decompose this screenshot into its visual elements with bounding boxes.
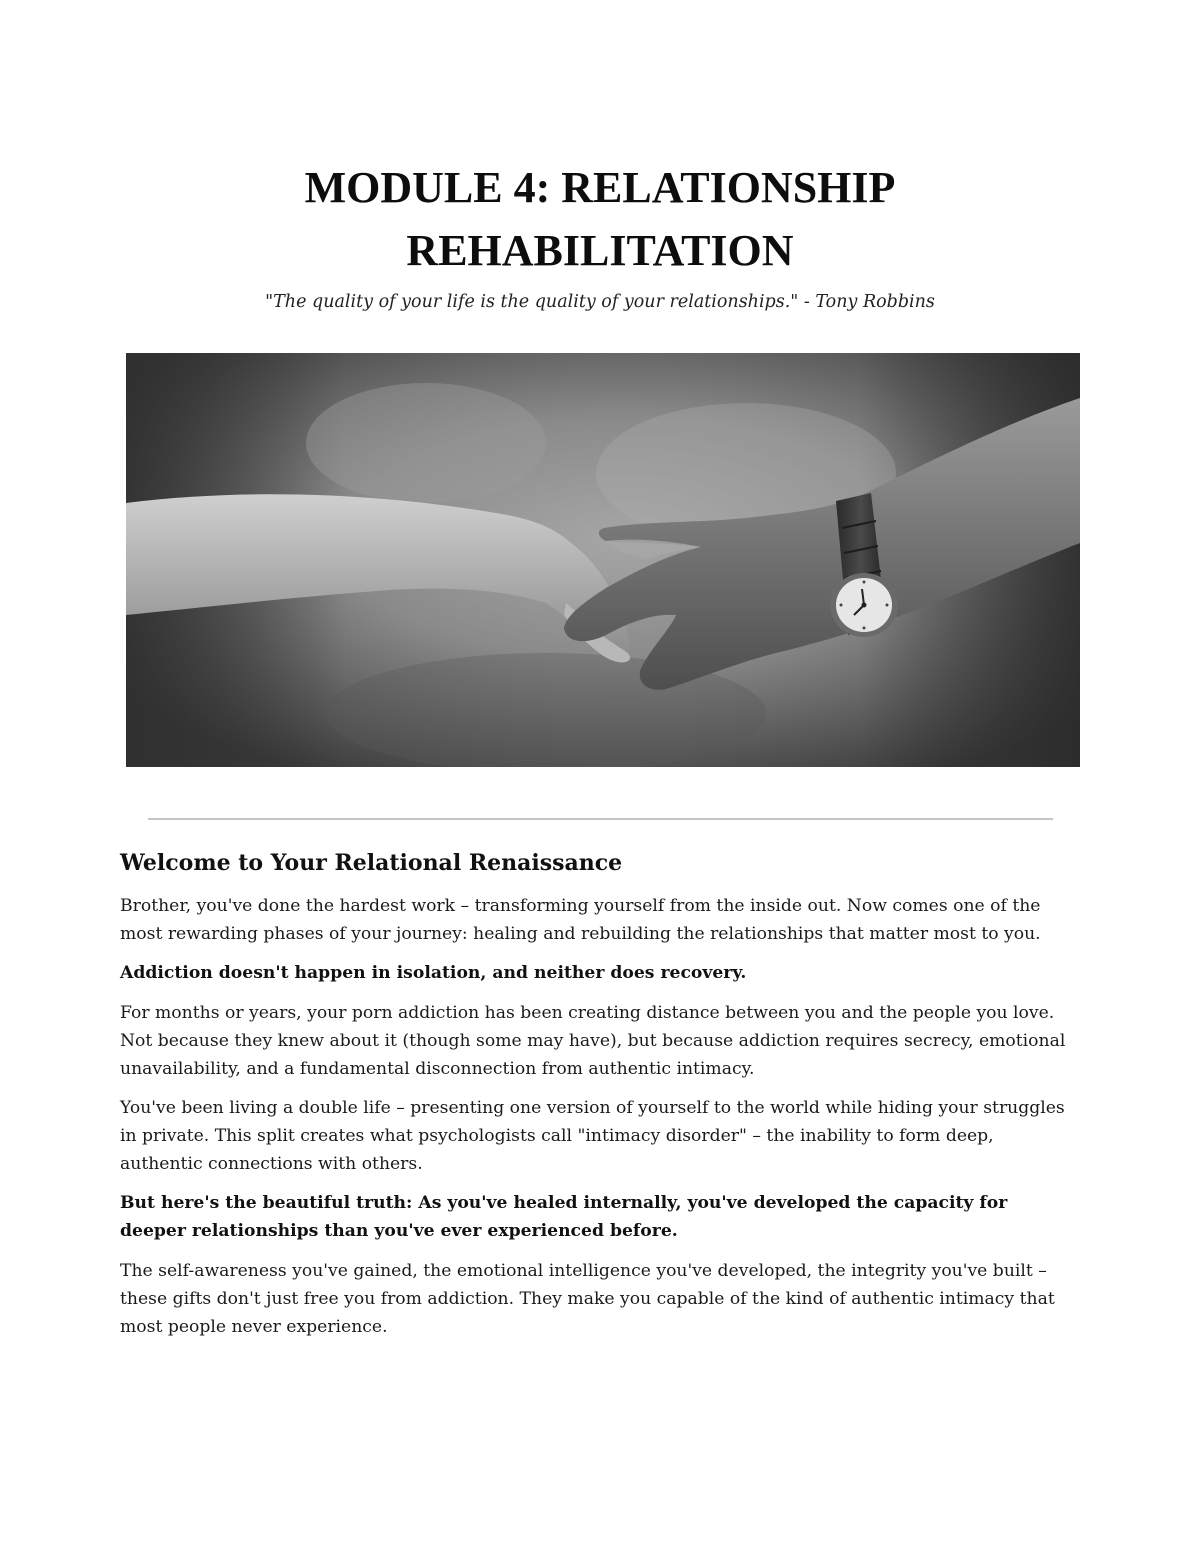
paragraph-distance: For months or years, your porn addiction has been creating distance between you and the people you love. Not because they knew about it (though some may have), but because addiction requires secrecy, emotional unavailability, and a fundamental disconnection from authentic intimacy. (120, 1003, 1066, 1079)
section-divider (148, 818, 1053, 820)
paragraph-double-life: You've been living a double life – presenting one version of yourself to the world while hiding your struggles in private. This split creates what psychologists call "intimacy disorder" – the inability to form deep, authentic connections with others. (120, 1098, 1065, 1174)
bold-statement-truth: But here's the beautiful truth: As you've healed internally, you've developed the capacity for deeper relationships than you've ever experienced before. (120, 1193, 1008, 1241)
page-title-line-2: REHABILITATION (406, 226, 794, 275)
epigraph-quote: "The quality of your life is the quality of your relationships." - Tony Robbins (265, 292, 935, 312)
section-heading: Welcome to Your Relational Renaissance (120, 850, 623, 876)
page-title (120, 156, 1080, 282)
main-content (120, 846, 1070, 1352)
two-hands-holding-icon (126, 353, 1080, 767)
page-title-line-1: MODULE 4: RELATIONSHIP (304, 163, 896, 212)
paragraph-intro: Brother, you've done the hardest work – transforming yourself from the inside out. Now comes one of the most rewarding phases of your journey: healing and rebuilding the relationships that matter most to you. (120, 896, 1041, 944)
paragraph-gifts: The self-awareness you've gained, the emotional intelligence you've developed, the integrity you've built – these gifts don't just free you from addiction. They make you capable of the kind of authentic intimacy that most people never experience. (120, 1261, 1055, 1337)
bold-statement-isolation: Addiction doesn't happen in isolation, and neither does recovery. (120, 963, 747, 983)
hero-photo (126, 353, 1080, 767)
